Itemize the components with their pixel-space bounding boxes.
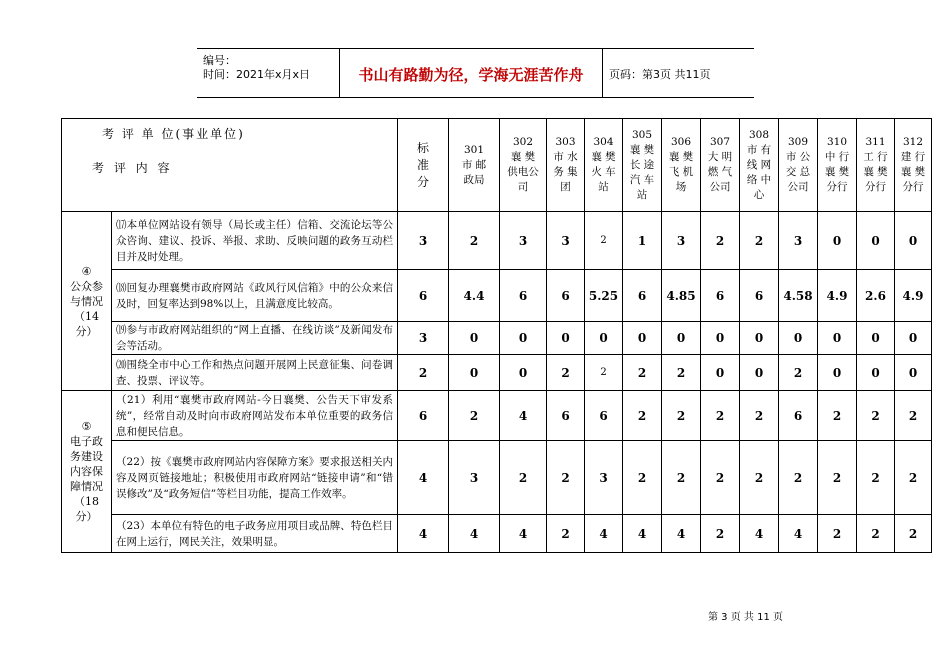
unit-header: 307 大 明 燃 气 公司 [701, 119, 740, 212]
unit-header: 312 建 行 襄 樊 分行 [895, 119, 932, 212]
unit-header: 308 市 有 线 网 络 中 心 [740, 119, 779, 212]
score-cell: 2 [779, 355, 818, 391]
score-cell: 3 [547, 212, 585, 270]
score-cell: 0 [779, 322, 818, 355]
item-description: （21）利用“襄樊市政府网站-今日襄樊、公告天下审发系统”，经常自动及时向市政府网站发布本单位重要的政务信息和便民信息。 [112, 391, 398, 441]
unit-header: 304 襄 樊 火 车 站 [585, 119, 623, 212]
score-cell: 3 [500, 212, 547, 270]
score-cell: 2 [779, 441, 818, 515]
unit-header: 310 中 行 襄 樊 分行 [818, 119, 857, 212]
page-info: 页码：第3页 共11页 [609, 68, 711, 81]
score-cell: 4.58 [779, 270, 818, 322]
score-cell: 4 [779, 515, 818, 553]
score-cell: 0 [740, 322, 779, 355]
table-row [62, 355, 932, 391]
unit-header: 301 市 邮 政局 [449, 119, 500, 212]
score-cell: 2 [662, 355, 701, 391]
score-cell: 6 [740, 270, 779, 322]
score-cell: 4.4 [449, 270, 500, 322]
table-row [62, 270, 932, 322]
table-row [62, 515, 932, 553]
score-cell: 4 [740, 515, 779, 553]
score-cell: 0 [585, 322, 623, 355]
score-cell: 6 [500, 270, 547, 322]
score-cell: 4 [623, 515, 662, 553]
table-row [62, 441, 932, 515]
score-cell: 2 [585, 355, 623, 391]
score-cell: 2 [623, 441, 662, 515]
header-page-cell [603, 49, 754, 97]
score-cell: 4 [585, 515, 623, 553]
score-cell: 2.6 [857, 270, 895, 322]
unit-header: 302 襄 樊 供电公 司 [500, 119, 547, 212]
page-footer: 第 3 页 共 11 页 [708, 612, 783, 623]
score-cell: 6 [701, 270, 740, 322]
item-description: （22）按《襄樊市政府网站内容保障方案》要求报送相关内容及网页链接地址；积极使用市政府网站“链接申请”和“错误修改”及“政务短信”等栏目功能，提高工作效率。 [112, 441, 398, 515]
standard-score: 6 [398, 270, 449, 322]
score-cell: 2 [818, 391, 857, 441]
score-cell: 3 [662, 212, 701, 270]
score-cell: 0 [818, 212, 857, 270]
corner-unit-label: 考 评 单 位(事业单位) [102, 127, 245, 141]
score-cell: 0 [895, 212, 932, 270]
motto-text: 书山有路勤为径，学海无涯苦作舟 [358, 66, 584, 84]
score-cell: 4 [449, 515, 500, 553]
score-cell: 0 [500, 322, 547, 355]
score-cell: 4.85 [662, 270, 701, 322]
score-cell: 2 [701, 515, 740, 553]
score-cell: 4.9 [895, 270, 932, 322]
score-cell: 6 [623, 270, 662, 322]
item-description: ⒅回复办理襄樊市政府网站《政风行风信箱》中的公众来信及时，回复率达到98%以上，且满意度比较高。 [112, 270, 398, 322]
evaluation-table [61, 118, 932, 553]
score-cell: 4.9 [818, 270, 857, 322]
standard-score: 2 [398, 355, 449, 391]
header-motto-cell [340, 49, 603, 97]
score-cell: 6 [779, 391, 818, 441]
score-cell: 3 [449, 441, 500, 515]
unit-header: 303 市 水 务 集 团 [547, 119, 585, 212]
header-row [62, 119, 932, 212]
score-cell: 3 [779, 212, 818, 270]
category-cell: ④ 公众参 与情况 （14 分） [62, 212, 112, 391]
score-cell: 0 [818, 322, 857, 355]
score-cell: 2 [449, 212, 500, 270]
score-cell: 6 [547, 270, 585, 322]
score-cell: 2 [585, 212, 623, 270]
number-label: 编号： [203, 54, 236, 67]
score-cell: 2 [547, 441, 585, 515]
score-cell: 2 [701, 391, 740, 441]
score-cell: 0 [662, 322, 701, 355]
score-cell: 2 [818, 515, 857, 553]
score-cell: 3 [585, 441, 623, 515]
score-cell: 4 [662, 515, 701, 553]
standard-score-header: 标 准 分 [398, 119, 449, 212]
score-cell: 5.25 [585, 270, 623, 322]
score-cell: 2 [547, 355, 585, 391]
score-cell: 4 [500, 391, 547, 441]
table-row [62, 322, 932, 355]
item-description: （23）本单位有特色的电子政务应用项目或品牌、特色栏目在网上运行，网民关注，效果明显。 [112, 515, 398, 553]
standard-score: 6 [398, 391, 449, 441]
score-cell: 2 [895, 441, 932, 515]
score-cell: 0 [740, 355, 779, 391]
score-cell: 2 [818, 441, 857, 515]
unit-header: 311 工 行 襄 樊 分行 [857, 119, 895, 212]
unit-header: 306 襄 樊 飞 机 场 [662, 119, 701, 212]
score-cell: 0 [449, 322, 500, 355]
score-cell: 2 [740, 212, 779, 270]
item-description: ⒇围绕全市中心工作和热点问题开展网上民意征集、问卷调查、投票、评议等。 [112, 355, 398, 391]
corner-content-label: 考 评 内 容 [92, 161, 173, 175]
standard-score: 4 [398, 441, 449, 515]
standard-score: 4 [398, 515, 449, 553]
score-cell: 2 [857, 441, 895, 515]
score-cell: 2 [500, 441, 547, 515]
score-cell: 0 [895, 355, 932, 391]
score-cell: 4 [500, 515, 547, 553]
standard-score: 3 [398, 322, 449, 355]
score-cell: 2 [623, 355, 662, 391]
score-cell: 0 [701, 355, 740, 391]
score-cell: 2 [857, 515, 895, 553]
score-cell: 6 [547, 391, 585, 441]
score-cell: 2 [547, 515, 585, 553]
score-cell: 2 [740, 391, 779, 441]
corner-cell [62, 119, 398, 212]
score-cell: 0 [857, 212, 895, 270]
score-cell: 0 [449, 355, 500, 391]
score-cell: 2 [662, 391, 701, 441]
score-cell: 2 [701, 212, 740, 270]
score-cell: 2 [857, 391, 895, 441]
unit-header: 305 襄 樊 长 途 汽 车 站 [623, 119, 662, 212]
category-cell: ⑤ 电子政 务建设 内容保 障情况 （18 分） [62, 391, 112, 553]
score-cell: 0 [623, 322, 662, 355]
header-meta-cell [197, 49, 340, 97]
score-cell: 0 [818, 355, 857, 391]
unit-header: 309 市 公 交 总 公司 [779, 119, 818, 212]
score-cell: 2 [623, 391, 662, 441]
score-cell: 0 [895, 322, 932, 355]
table-row [62, 391, 932, 441]
score-cell: 0 [500, 355, 547, 391]
score-cell: 0 [701, 322, 740, 355]
score-cell: 0 [547, 322, 585, 355]
score-cell: 0 [857, 355, 895, 391]
score-cell: 2 [740, 441, 779, 515]
standard-score: 3 [398, 212, 449, 270]
item-description: ⒆参与市政府网站组织的“网上直播、在线访谈”及新闻发布会等活动。 [112, 322, 398, 355]
score-cell: 2 [895, 391, 932, 441]
time-label: 时间：2021年x月x日 [203, 68, 311, 81]
score-cell: 0 [857, 322, 895, 355]
score-cell: 2 [449, 391, 500, 441]
score-cell: 6 [585, 391, 623, 441]
table-row [62, 212, 932, 270]
score-cell: 2 [701, 441, 740, 515]
page-header [197, 48, 754, 98]
score-cell: 2 [895, 515, 932, 553]
score-cell: 1 [623, 212, 662, 270]
score-cell: 2 [662, 441, 701, 515]
item-description: ⒄本单位网站设有领导（局长或主任）信箱、交流论坛等公众咨询、建议、投诉、举报、求助、反映问题的政务互动栏目并及时处理。 [112, 212, 398, 270]
